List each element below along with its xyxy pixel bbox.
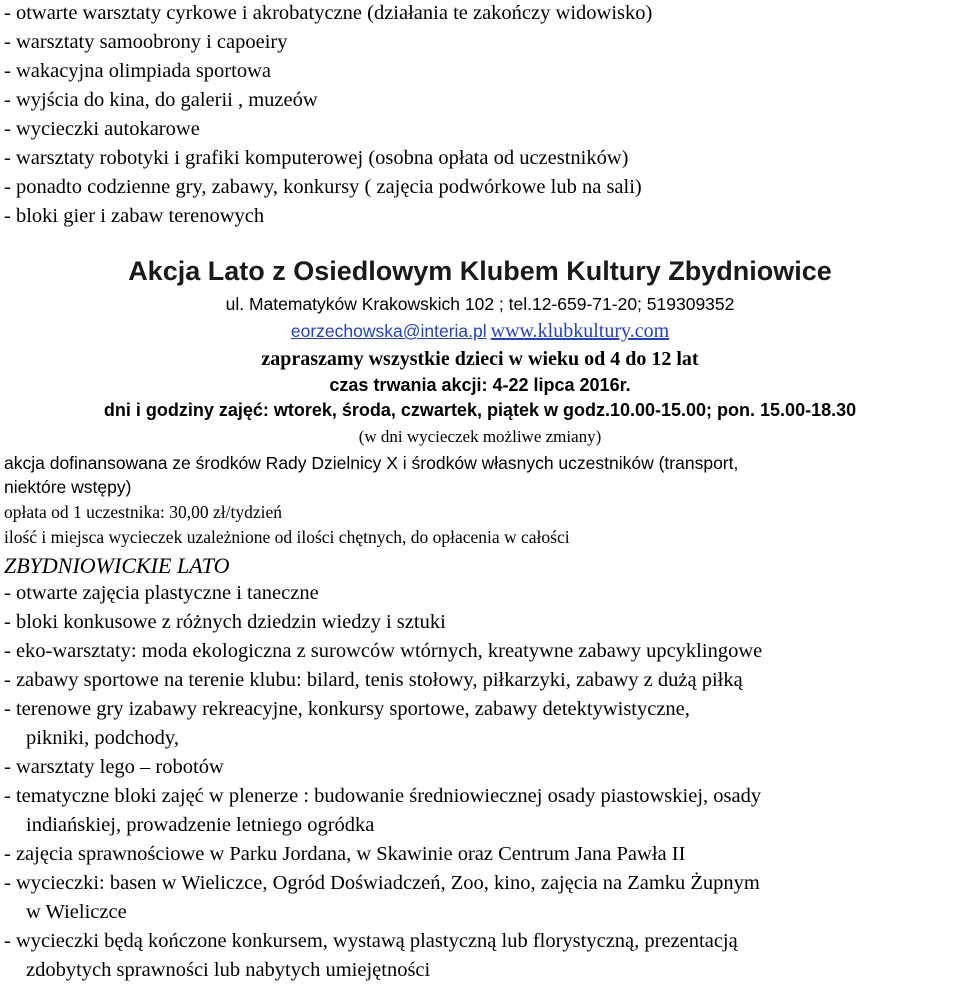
list-item: - zabawy sportowe na terenie klubu: bilard, tenis stołowy, piłkarzyki, zabawy z dużą piłką [4,669,743,691]
list-item: - terenowe gry izabawy rekreacyjne, konkursy sportowe, zabawy detektywistyczne, [4,698,690,720]
funding-text-cont: niektóre wstępy) [4,477,132,497]
section-heading: ZBYDNIOWICKIE LATO [4,553,230,578]
schedule-line: dni i godziny zajęć: wtorek, środa, czwartek, piątek w godz.10.00-15.00; pon. 15.00-18.30 [103,400,857,420]
list-item-cont: pikniki, podchody, [26,727,179,749]
email-link[interactable]: eorzechowska@interia.pl [290,321,487,341]
list-item: - ponadto codzienne gry, zabawy, konkursy ( zajęcia podwórkowe lub na sali) [4,176,642,198]
list-item: - bloki konkusowe z różnych dziedzin wiedzy i sztuki [4,611,446,633]
page-title: Akcja Lato z Osiedlowym Klubem Kultury Zbydniowice [128,256,832,286]
list-item: - wycieczki będą kończone konkursem, wystawą plastyczną lub florystyczną, prezentacją [4,930,738,952]
list-item: - eko-warsztaty: moda ekologiczna z surowców wtórnych, kreatywne zabawy upcyklingowe [4,640,763,662]
contact-links [0,318,960,346]
list-item: - otwarte warsztaty cyrkowe i akrobatyczne (działania te zakończy widowisko) [4,2,653,24]
list-item-cont: zdobytych sprawności lub nabytych umiejętności [26,959,431,981]
list-item: - wycieczki autokarowe [4,118,200,140]
website-link[interactable]: www.klubkultury.com [490,320,670,342]
list-item: - wycieczki: basen w Wieliczce, Ogród Doświadczeń, Zoo, kino, zajęcia na Zamku Żupnym [4,872,760,894]
list-item-cont: indiańskiej, prowadzenie letniego ogródka [26,814,375,836]
trips-text: ilość i miejsca wycieczek uzależnione od ilości chętnych, do opłacenia w całości [4,527,570,547]
list-item: - tematyczne bloki zajęć w plenerze : budowanie średniowiecznej osady piastowskiej, osady [4,785,762,807]
list-item: - otwarte zajęcia plastyczne i taneczne [4,582,319,604]
list-item: - warsztaty lego – robotów [4,756,224,778]
list-item: - wyjścia do kina, do galerii , muzeów [4,89,318,111]
list-item-cont: w Wieliczce [26,901,127,923]
list-item: - warsztaty samoobrony i capoeiry [4,31,288,53]
list-item: - zajęcia sprawnościowe w Parku Jordana, w Skawinie oraz Centrum Jana Pawła II [4,843,686,865]
fee-text: opłata od 1 uczestnika: 30,00 zł/tydzień [4,502,282,522]
funding-text: akcja dofinansowana ze środków Rady Dzielnicy X i środków własnych uczestników (transport, [4,453,739,473]
duration-line: czas trwania akcji: 4-22 lipca 2016r. [329,375,631,395]
address-line: ul. Matematyków Krakowskich 102 ; tel.12-659-71-20; 519309352 [225,294,735,314]
schedule-note: (w dni wycieczek możliwe zmiany) [358,427,602,446]
list-item: - bloki gier i zabaw terenowych [4,205,265,227]
invite-line: zapraszamy wszystkie dzieci w wieku od 4 do 12 lat [261,348,699,370]
list-item: - wakacyjna olimpiada sportowa [4,60,271,82]
list-item: - warsztaty robotyki i grafiki komputerowej (osobna opłata od uczestników) [4,147,629,169]
